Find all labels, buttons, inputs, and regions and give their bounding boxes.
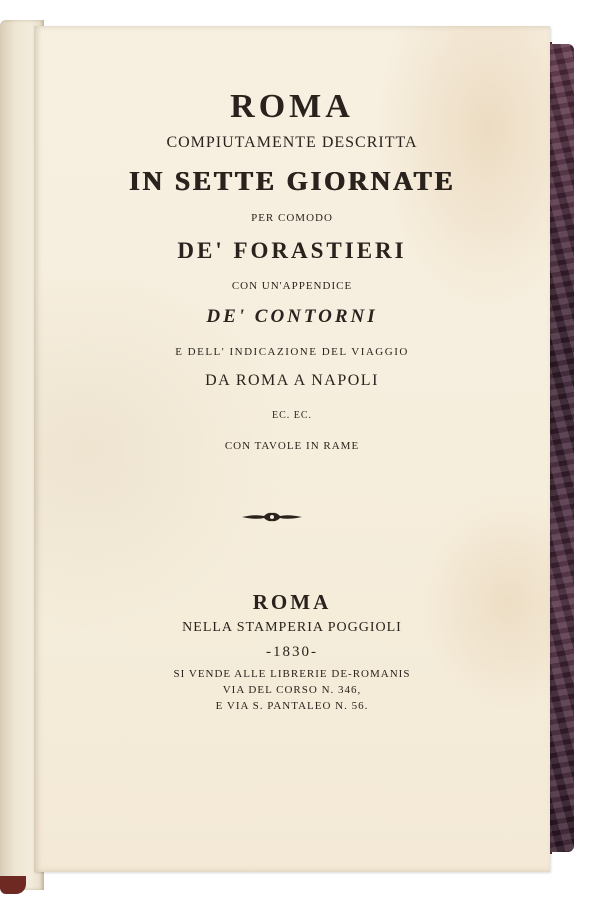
book-subtitle: COMPIUTAMENTE DESCRITTA <box>166 134 418 151</box>
route-line: DA ROMA A NAPOLI <box>205 372 379 389</box>
printers-ornament-icon <box>240 510 304 524</box>
spine-leather-corner <box>0 876 26 894</box>
imprint-sold-at: SI VENDE ALLE LIBRERIE DE-ROMANIS <box>173 668 411 680</box>
title-page <box>34 26 550 872</box>
per-comodo-line: PER COMODO <box>251 212 333 224</box>
imprint-address-1: VIA DEL CORSO N. 346, <box>222 684 362 696</box>
etc-line: EC. EC. <box>271 410 313 421</box>
forastieri-line: DE' FORASTIERI <box>177 238 407 263</box>
appendix-line: CON UN'APPENDICE <box>231 280 353 292</box>
plates-line: CON TAVOLE IN RAME <box>224 440 360 452</box>
imprint-city: ROMA <box>252 590 332 614</box>
contorni-line: DE' CONTORNI <box>206 306 378 327</box>
imprint-year: -1830- <box>266 644 318 660</box>
indicazione-line: E DELL' INDICAZIONE DEL VIAGGIO <box>175 346 409 358</box>
days-line: IN SETTE GIORNATE <box>128 166 456 196</box>
marbled-cover-board <box>548 44 574 852</box>
book-title: ROMA <box>230 88 354 125</box>
imprint-address-2: E VIA S. PANTALEO N. 56. <box>215 700 369 712</box>
imprint-printer: NELLA STAMPERIA POGGIOLI <box>182 620 402 635</box>
